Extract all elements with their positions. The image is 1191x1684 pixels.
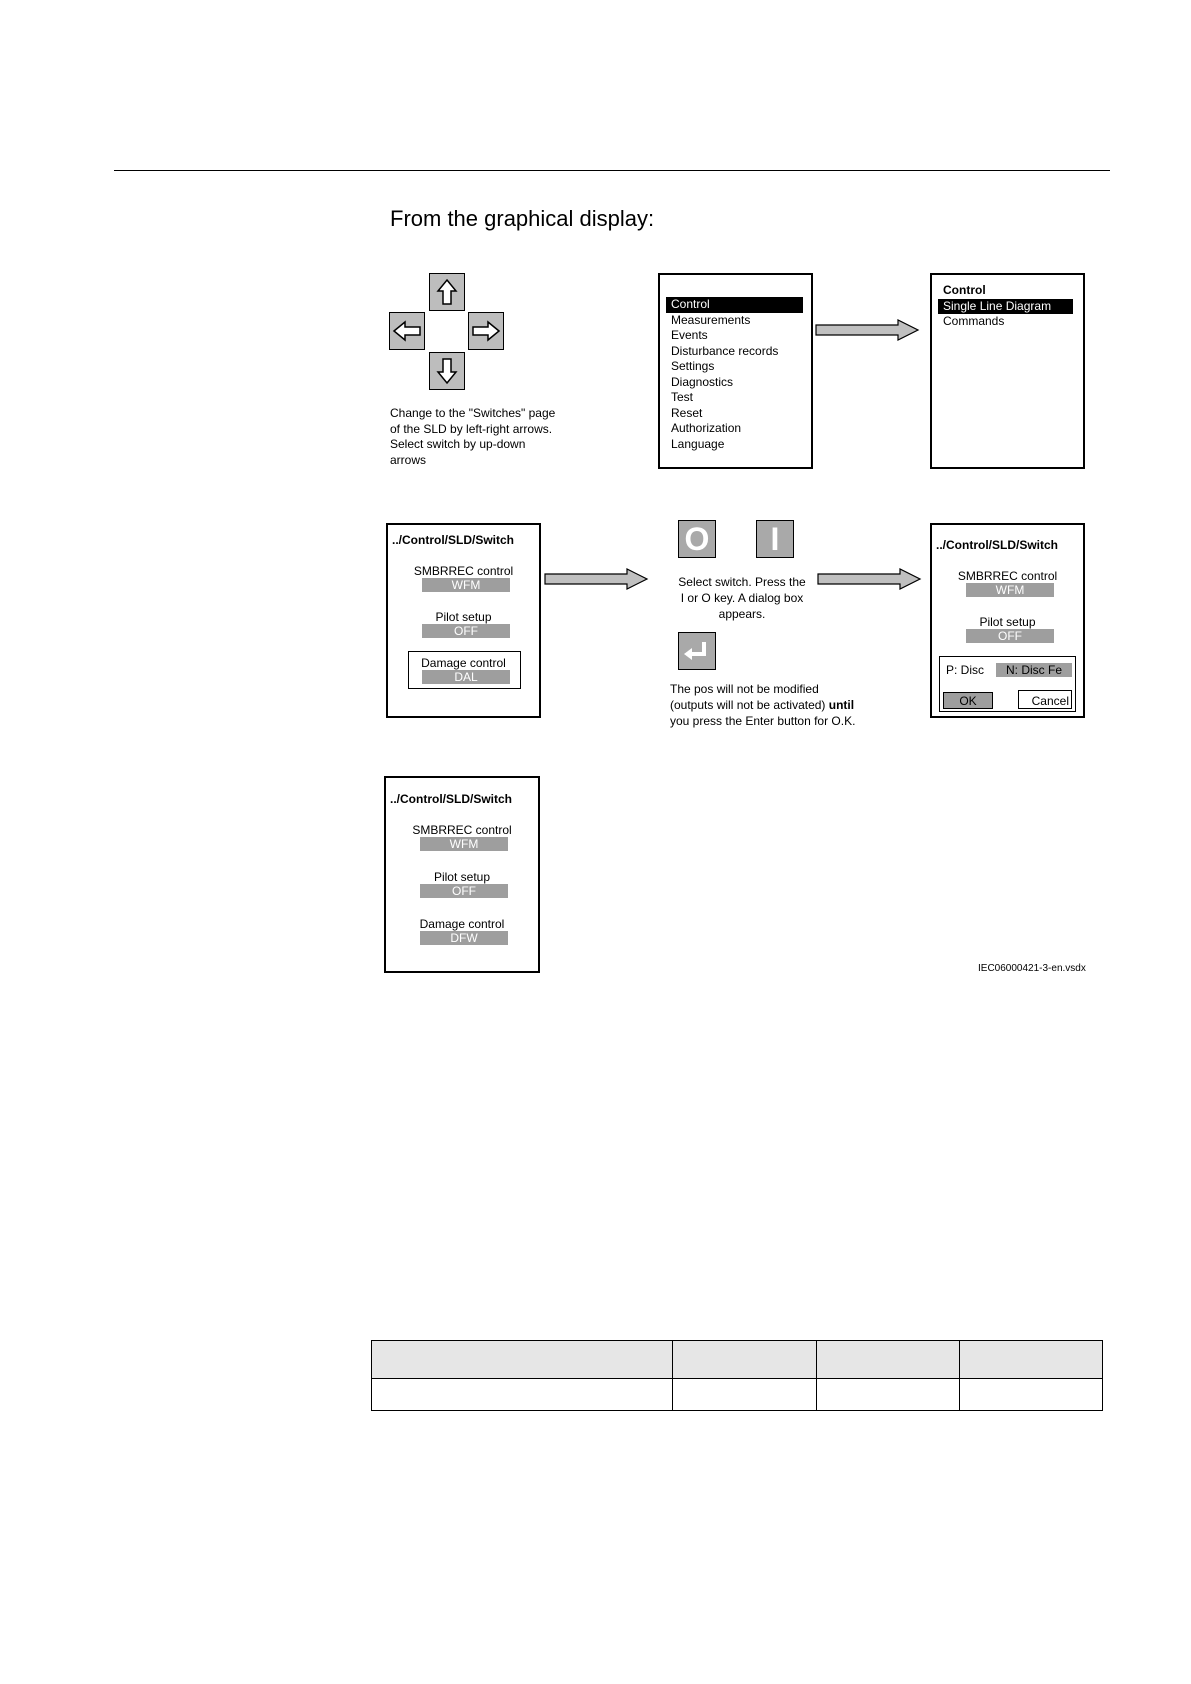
smbrrec-control-label: SMBRREC control: [413, 564, 514, 578]
empty-table: [371, 1340, 1103, 1411]
menu-item-language[interactable]: Language: [671, 436, 725, 451]
table-row: [372, 1379, 1103, 1411]
ok-button[interactable]: OK: [943, 692, 993, 709]
cancel-button[interactable]: Cancel: [1018, 690, 1072, 709]
left-arrow-key[interactable]: [389, 312, 425, 350]
flow-arrow-2: [543, 567, 649, 591]
confirm-dialog: [939, 656, 1076, 712]
navigation-caption: Change to the "Switches" page of the SLD by left-right arrows. Select switch by up-down arrows: [390, 406, 556, 467]
damage-control-value: DFW: [420, 931, 508, 945]
smbrrec-control-value: WFM: [966, 583, 1054, 597]
table-header-row: [372, 1341, 1103, 1379]
smbrrec-control-label: SMBRREC control: [957, 569, 1058, 583]
menu-item-measurements[interactable]: Measurements: [671, 312, 751, 327]
right-arrow-icon: [471, 320, 501, 342]
enter-icon: [682, 639, 712, 663]
sld-path: ../Control/SLD/Switch: [936, 538, 1058, 552]
pilot-setup-label: Pilot setup: [435, 610, 492, 624]
top-rule: [114, 170, 1110, 171]
menu-item-commands[interactable]: Commands: [943, 314, 1005, 328]
right-arrow-key[interactable]: [468, 312, 504, 350]
pilot-setup-label: Pilot setup: [979, 615, 1036, 629]
flow-arrow-1: [814, 318, 920, 342]
sld-path: ../Control/SLD/Switch: [392, 533, 514, 547]
down-arrow-icon: [436, 357, 458, 385]
pilot-setup-value: OFF: [422, 624, 510, 638]
menu-item-events[interactable]: Events: [671, 328, 708, 342]
menu-item-authorization[interactable]: Authorization: [671, 421, 742, 435]
control-menu-title: Control: [943, 283, 986, 297]
sld-panel-before: [386, 523, 541, 718]
page-heading: From the graphical display:: [390, 206, 655, 231]
control-menu-panel: [930, 273, 1085, 469]
sld-panel-after: [384, 776, 540, 973]
figure-file-id: IEC06000421-3-en.vsdx: [978, 963, 1086, 974]
pilot-setup-label: Pilot setup: [433, 870, 491, 884]
damage-control-label: Damage control: [419, 917, 505, 931]
sld-panel-dialog: [930, 523, 1085, 718]
menu-item-control[interactable]: Control: [666, 297, 803, 313]
menu-item-single-line-diagram[interactable]: Single Line Diagram: [938, 299, 1073, 315]
enter-key-caption: The pos will not be modified (outputs will not be activated) until you press the Enter button for O.K.: [670, 682, 856, 728]
smbrrec-control-value: WFM: [420, 837, 508, 851]
flow-arrow-3: [816, 567, 922, 591]
i-key[interactable]: I: [756, 520, 794, 558]
enter-key[interactable]: [678, 632, 716, 670]
present-value: P: Disc: [946, 663, 985, 677]
smbrrec-control-label: SMBRREC control: [412, 823, 512, 837]
damage-control-value: DAL: [422, 670, 510, 684]
down-arrow-key[interactable]: [429, 352, 465, 390]
up-arrow-icon: [436, 278, 458, 306]
io-key-caption: Select switch. Press the I or O key. A dialog box appears.: [678, 575, 806, 621]
menu-item-settings[interactable]: Settings: [671, 359, 715, 373]
left-arrow-icon: [392, 320, 422, 342]
pilot-setup-value: OFF: [966, 629, 1054, 643]
o-key[interactable]: O: [678, 520, 716, 558]
up-arrow-key[interactable]: [429, 273, 465, 311]
new-value: N: Disc Fe: [996, 663, 1072, 677]
smbrrec-control-value: WFM: [422, 578, 510, 592]
menu-item-reset[interactable]: Reset: [671, 405, 703, 420]
sld-path: ../Control/SLD/Switch: [390, 792, 512, 806]
pilot-setup-value: OFF: [420, 884, 508, 898]
main-menu-panel: [658, 273, 813, 469]
menu-item-diagnostics[interactable]: Diagnostics: [671, 374, 734, 389]
menu-item-test[interactable]: Test: [671, 390, 694, 404]
damage-control-label: Damage control: [421, 656, 506, 670]
menu-item-disturbance-records[interactable]: Disturbance records: [671, 343, 779, 358]
